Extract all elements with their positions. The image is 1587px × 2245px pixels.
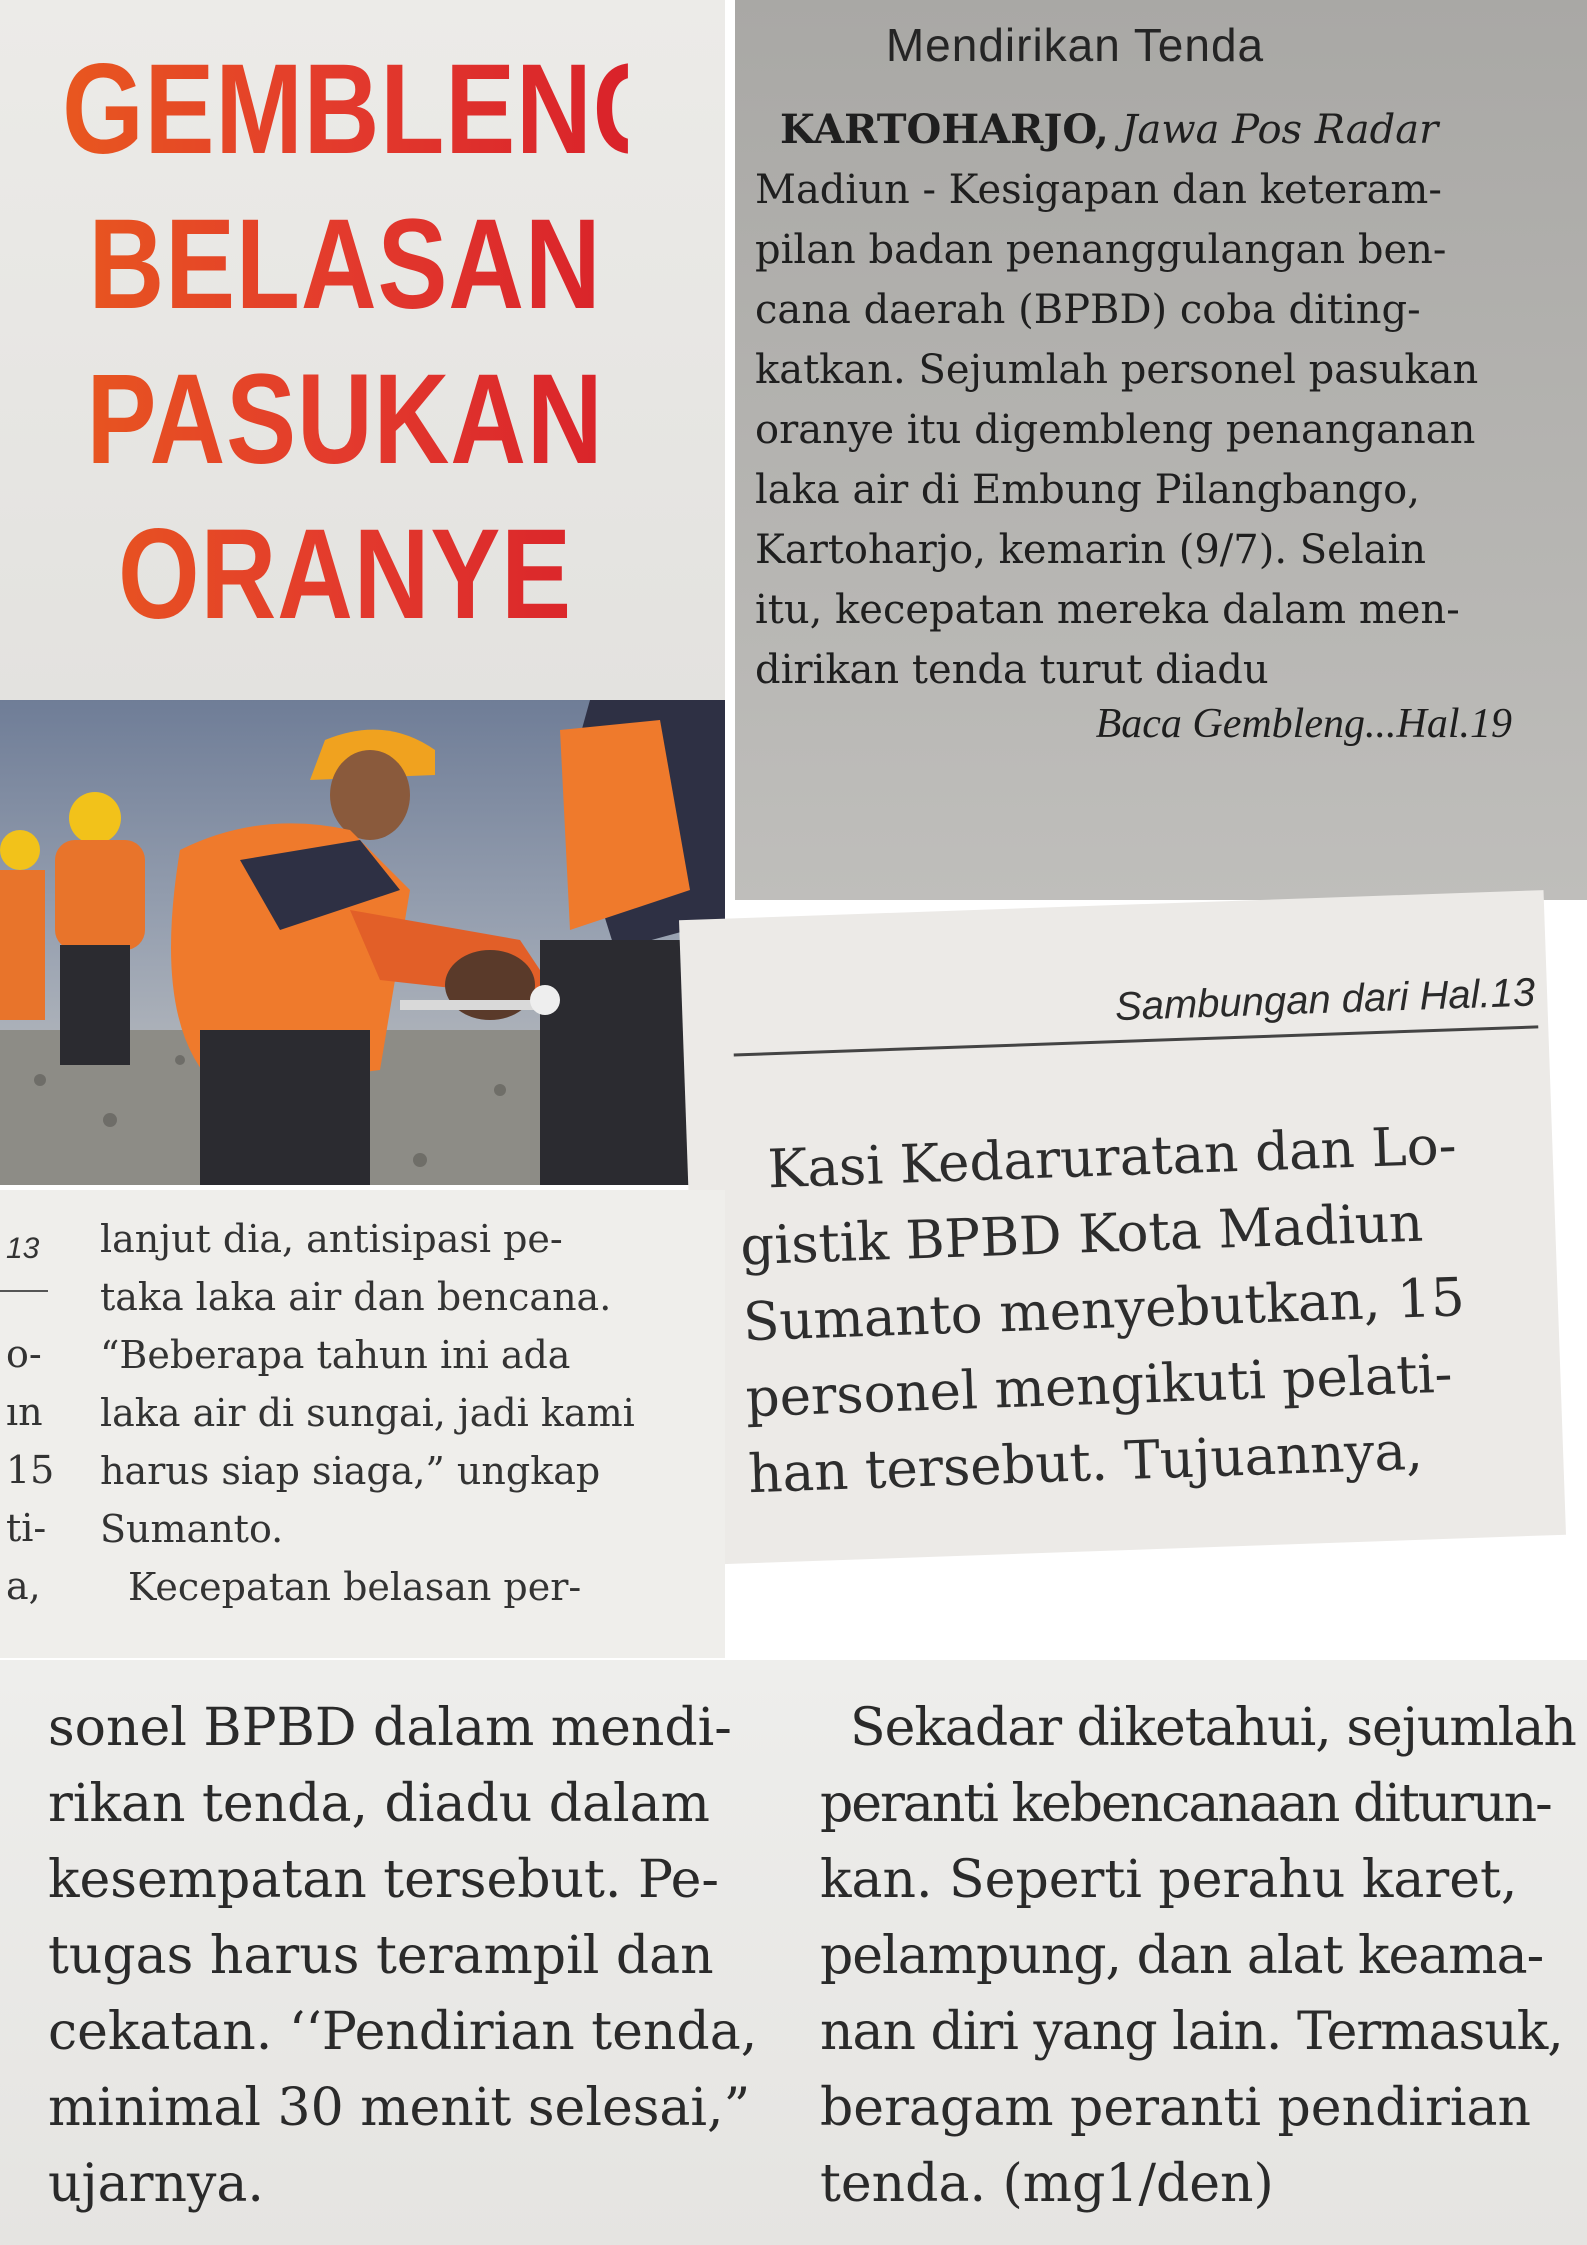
lead-line: katkan. Sejumlah personel pasukan (755, 347, 1479, 393)
photo-illustration (0, 700, 725, 1185)
continuation-line: han tersebut. Tujuannya, (747, 1420, 1424, 1506)
lead-line: dirikan tenda turut diadu (755, 647, 1269, 693)
lead-dateline: KARTOHARJO, (780, 106, 1109, 153)
bottom-left-line: rikan tenda, diadu dalam (48, 1774, 710, 1834)
middle-line: “Beberapa tahun ini ada (100, 1333, 571, 1377)
cut-fragment: a, (6, 1564, 41, 1608)
rescue-training-photo (0, 700, 725, 1185)
continuation-line: Sumanto menyebutkan, 15 (742, 1267, 1466, 1354)
lead-source: Jawa Pos Radar (1121, 107, 1439, 153)
headline-line-4: ORANYE (62, 500, 628, 650)
bottom-left-line: cekatan. ‘‘Pendirian tenda, (48, 2002, 758, 2062)
lead-line: Kartoharjo, kemarin (9/7). Selain (755, 527, 1427, 573)
cut-fragment: o- (6, 1332, 42, 1376)
bottom-right-line: nan diri yang lain. Termasuk, (820, 2002, 1563, 2062)
bottom-right-line: Sekadar diketahui, sejumlah (850, 1698, 1576, 1758)
divider (734, 1025, 1539, 1056)
cut-fragment: ti- (6, 1506, 47, 1550)
continued-from-label: Sambungan dari Hal.13 (1114, 970, 1536, 1030)
bottom-right-line: beragam peranti pendirian (820, 2078, 1531, 2138)
cut-fragment: 15 (6, 1448, 55, 1492)
bottom-left-line: sonel BPBD dalam mendi- (48, 1698, 732, 1758)
bottom-right-line: tenda. (mg1/den) (820, 2154, 1274, 2214)
bottom-left-line: tugas harus terampil dan (48, 1926, 714, 1986)
lead-line: laka air di Embung Pilangbango, (755, 467, 1420, 513)
headline-line-1: GEMBLENG (62, 35, 628, 185)
lead-dateline-line (780, 100, 1438, 160)
headline-line-2: BELASAN (62, 190, 628, 340)
lead-title: Mendirikan Tenda (885, 19, 1265, 71)
margin-rule (0, 1290, 48, 1292)
lead-line: oranye itu digembleng penanganan (755, 407, 1476, 453)
middle-line: Sumanto. (100, 1507, 284, 1551)
lead-line: itu, kecepatan mereka dalam men- (755, 587, 1460, 633)
continued-reference: Baca Gembleng...Hal.19 (1095, 701, 1512, 747)
middle-line: harus siap siaga,” ungkap (100, 1449, 601, 1493)
middle-line: laka air di sungai, jadi kami (100, 1391, 635, 1435)
continuation-clipping (679, 890, 1566, 1565)
headline-clipping (0, 0, 725, 700)
headline-line-3: PASUKAN (62, 345, 628, 495)
lead-line: pilan badan penanggulangan ben- (755, 227, 1447, 273)
bottom-left-line: ujarnya. (48, 2154, 264, 2214)
bottom-left-line: minimal 30 menit selesai,” (48, 2078, 751, 2138)
bottom-right-line: pelampung, dan alat keama- (820, 1926, 1544, 1986)
middle-line: taka laka air dan bencana. (100, 1275, 612, 1319)
lead-story-clipping (735, 0, 1587, 900)
continuation-line: Kasi Kedaruratan dan Lo- (766, 1115, 1458, 1201)
margin-page-ref: 13 (6, 1232, 40, 1265)
cut-fragment: ın (6, 1390, 43, 1434)
bottom-left-line: kesempatan tersebut. Pe- (48, 1850, 719, 1910)
middle-column-clipping (0, 1190, 725, 1658)
continuation-line: gistik BPBD Kota Madiun (739, 1192, 1425, 1278)
continuation-line: personel mengikuti pelati- (744, 1343, 1454, 1430)
lead-line: Madiun - Kesigapan dan keteram- (755, 167, 1442, 213)
bottom-columns-clipping (0, 1660, 1587, 2245)
middle-line: lanjut dia, antisipasi pe- (100, 1217, 563, 1261)
middle-line: Kecepatan belasan per- (128, 1565, 582, 1609)
bottom-right-line: peranti kebencanaan diturun- (820, 1774, 1551, 1834)
lead-line: cana daerah (BPBD) coba diting- (755, 287, 1421, 333)
bottom-right-line: kan. Seperti perahu karet, (820, 1850, 1518, 1910)
